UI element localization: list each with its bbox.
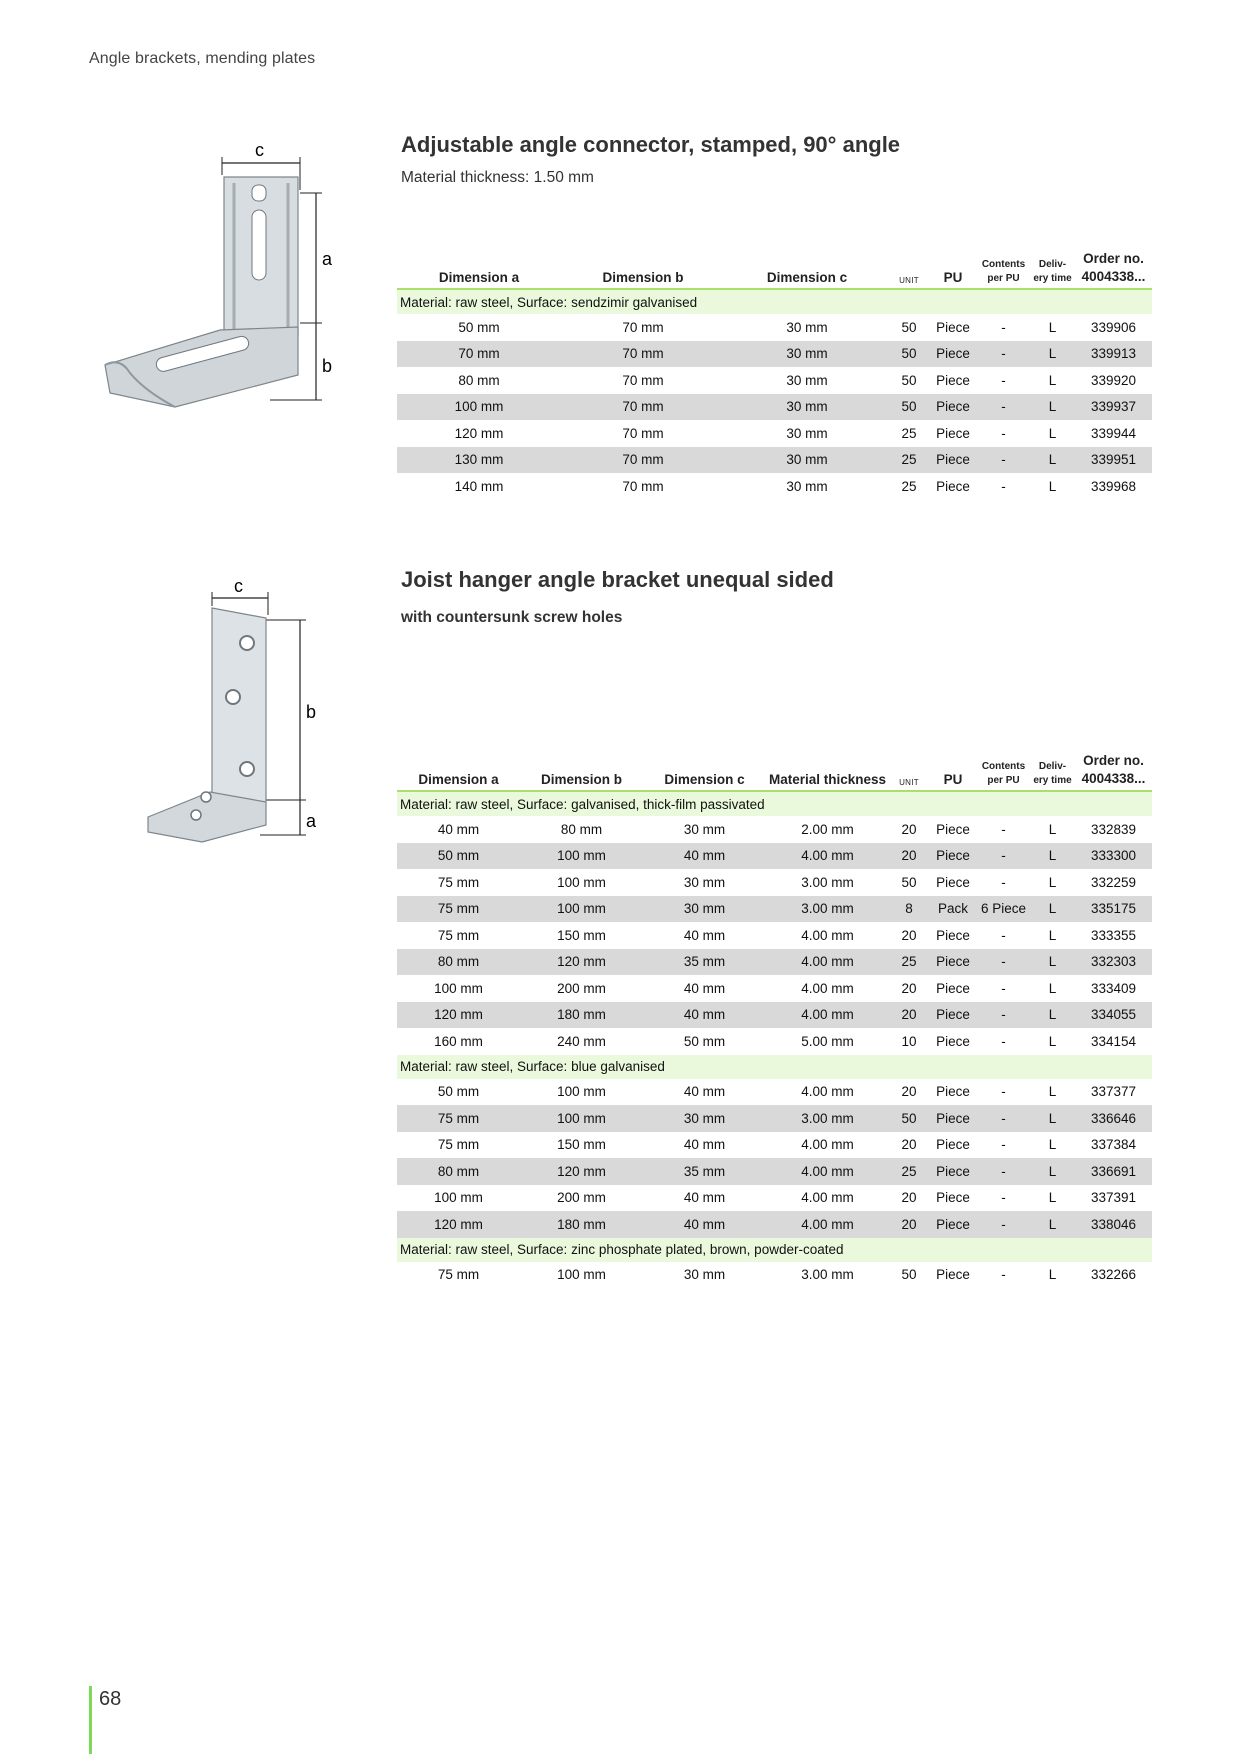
table-row (397, 341, 1152, 368)
cell-order-no: 339937 (1075, 394, 1152, 421)
cell-unit: 8 (889, 896, 929, 923)
cell-dimension-a: 80 mm (458, 372, 500, 388)
product-2-table (397, 752, 1152, 1288)
cell-unit: 10 (901, 1033, 917, 1049)
cell-delivery-time: L (1048, 1137, 1057, 1153)
product-2-table-wrap (397, 752, 1152, 1288)
cell-dimension-b: 120 mm (520, 1158, 643, 1185)
table-row (397, 922, 1152, 949)
cell-dimension-b: 200 mm (557, 980, 606, 996)
page-number-marker (89, 1686, 122, 1754)
cell-contents-per-pu: - (1001, 1267, 1006, 1283)
cell-dimension-b: 70 mm (622, 372, 664, 388)
header-order-no: Order no. 4004338... (1081, 753, 1146, 786)
cell-delivery-time: L (1048, 1033, 1057, 1049)
cell-dimension-c: 30 mm (683, 821, 726, 837)
cell-dimension-c: 30 mm (643, 1105, 766, 1132)
cell-dimension-b: 180 mm (520, 1002, 643, 1029)
cell-dimension-a: 80 mm (397, 1158, 520, 1185)
cell-contents-per-pu: - (1001, 425, 1006, 441)
cell-dimension-c: 40 mm (683, 980, 726, 996)
cell-dimension-a: 140 mm (454, 478, 504, 494)
cell-dimension-b: 100 mm (520, 1105, 643, 1132)
cell-dimension-c: 30 mm (786, 372, 828, 388)
cell-dimension-b: 70 mm (622, 478, 664, 494)
dim-c-label: c (234, 576, 243, 596)
table-row (397, 1211, 1152, 1238)
cell-unit: 25 (901, 425, 917, 441)
cell-unit: 50 (901, 1267, 917, 1283)
cell-unit: 25 (889, 949, 929, 976)
cell-dimension-a: 75 mm (397, 896, 520, 923)
cell-dimension-a: 100 mm (434, 980, 483, 996)
table-row (397, 367, 1152, 394)
product-1-table-wrap (397, 250, 1152, 500)
cell-unit: 50 (901, 372, 917, 388)
cell-dimension-b: 240 mm (557, 1033, 606, 1049)
cell-order-no: 339944 (1090, 425, 1137, 441)
cell-unit: 25 (889, 447, 929, 474)
cell-pu: Piece (929, 1105, 977, 1132)
cell-order-no: 337377 (1090, 1084, 1137, 1100)
cell-delivery-time: L (1030, 843, 1075, 870)
product-1-table (397, 250, 1152, 500)
cell-order-no: 339920 (1090, 372, 1137, 388)
table-row (397, 1185, 1152, 1212)
cell-dimension-a: 50 mm (437, 1084, 480, 1100)
cell-dimension-b: 80 mm (560, 821, 603, 837)
cell-material-thickness: 4.00 mm (801, 1137, 854, 1153)
cell-contents-per-pu: - (1001, 372, 1006, 388)
cell-dimension-c: 30 mm (786, 425, 828, 441)
cell-delivery-time: L (1030, 447, 1075, 474)
cell-material-thickness: 4.00 mm (766, 1158, 889, 1185)
cell-dimension-c: 40 mm (643, 843, 766, 870)
product-1-subtitle: Material thickness: 1.50 mm (401, 169, 594, 186)
cell-order-no: 334154 (1090, 1033, 1137, 1049)
cell-contents-per-pu: - (1001, 319, 1006, 335)
header-dimension-a: Dimension a (438, 270, 520, 286)
header-dimension-c: Dimension c (664, 772, 745, 788)
page-number: 68 (99, 1688, 122, 1710)
cell-contents-per-pu: - (1001, 874, 1006, 890)
cell-unit: 20 (901, 927, 917, 943)
cell-delivery-time: L (1048, 927, 1057, 943)
cell-order-no: 332259 (1090, 874, 1137, 890)
cell-order-no: 339951 (1075, 447, 1152, 474)
table-row (397, 1028, 1152, 1055)
cell-dimension-c: 40 mm (643, 1002, 766, 1029)
cell-delivery-time: L (1048, 1084, 1057, 1100)
cell-pu: Piece (936, 980, 970, 996)
table-row (397, 869, 1152, 896)
cell-dimension-b: 70 mm (622, 425, 664, 441)
table-row (397, 816, 1152, 843)
table-row (397, 1158, 1152, 1185)
cell-unit: 50 (889, 1105, 929, 1132)
cell-pu: Piece (929, 1002, 977, 1029)
cell-order-no: 333355 (1090, 927, 1137, 943)
cell-unit: 20 (901, 821, 917, 837)
table-row (397, 1132, 1152, 1159)
material-label: Material: raw steel, Surface: zinc phosphate plated, brown, powder-coated (397, 1238, 1152, 1262)
cell-delivery-time: L (1048, 1267, 1057, 1283)
cell-dimension-c: 30 mm (683, 1267, 726, 1283)
cell-pu: Piece (929, 341, 977, 368)
cell-delivery-time: L (1030, 1002, 1075, 1029)
cell-delivery-time: L (1048, 478, 1057, 494)
cell-delivery-time: L (1030, 1158, 1075, 1185)
material-group-row (397, 791, 1152, 816)
cell-unit: 20 (889, 1002, 929, 1029)
cell-dimension-b: 120 mm (520, 949, 643, 976)
cell-contents-per-pu: - (1001, 1033, 1006, 1049)
cell-delivery-time: L (1030, 896, 1075, 923)
cell-pu: Piece (936, 1033, 970, 1049)
cell-unit: 50 (901, 874, 917, 890)
cell-pu: Piece (929, 843, 977, 870)
cell-dimension-b: 150 mm (557, 1137, 606, 1153)
cell-material-thickness: 2.00 mm (801, 821, 854, 837)
cell-contents-per-pu: - (977, 1002, 1030, 1029)
cell-delivery-time: L (1048, 821, 1057, 837)
dim-a-label: a (306, 811, 317, 831)
cell-delivery-time: L (1030, 341, 1075, 368)
cell-pu: Piece (929, 949, 977, 976)
cell-dimension-a: 50 mm (458, 319, 500, 335)
table-row (397, 1262, 1152, 1289)
cell-contents-per-pu: - (1001, 980, 1006, 996)
cell-order-no: 336646 (1075, 1105, 1152, 1132)
cell-dimension-a: 80 mm (397, 949, 520, 976)
cell-order-no: 337384 (1090, 1137, 1137, 1153)
header-delivery: Deliv- ery time (1033, 259, 1072, 284)
cell-unit: 50 (889, 394, 929, 421)
cell-material-thickness: 3.00 mm (801, 874, 854, 890)
cell-unit: 20 (889, 1211, 929, 1238)
cell-contents-per-pu: - (977, 1158, 1030, 1185)
cell-pu: Piece (929, 394, 977, 421)
cell-dimension-b: 150 mm (557, 927, 606, 943)
cell-delivery-time: L (1030, 1105, 1075, 1132)
cell-delivery-time: L (1030, 949, 1075, 976)
cell-dimension-b: 100 mm (557, 1084, 606, 1100)
cell-dimension-c: 35 mm (643, 949, 766, 976)
product-1-figure (100, 135, 350, 415)
cell-pu: Piece (929, 447, 977, 474)
cell-contents-per-pu: - (977, 447, 1030, 474)
cell-order-no: 332303 (1075, 949, 1152, 976)
cell-pu: Piece (936, 874, 970, 890)
table-row (397, 420, 1152, 447)
header-pu: PU (943, 270, 963, 286)
cell-pu: Pack (929, 896, 977, 923)
cell-dimension-a: 70 mm (397, 341, 561, 368)
cell-dimension-a: 100 mm (397, 394, 561, 421)
header-material-thickness: Material thickness (768, 772, 887, 788)
cell-unit: 20 (901, 1190, 917, 1206)
cell-delivery-time: L (1048, 980, 1057, 996)
cell-order-no: 337391 (1090, 1190, 1137, 1206)
cell-order-no: 334055 (1075, 1002, 1152, 1029)
table-row (397, 975, 1152, 1002)
material-group-row (397, 1055, 1152, 1079)
cell-dimension-b: 100 mm (557, 874, 606, 890)
material-group-row (397, 1238, 1152, 1262)
material-label: Material: raw steel, Surface: blue galvanised (397, 1055, 1152, 1079)
material-group-row (397, 289, 1152, 314)
table-row (397, 473, 1152, 500)
cell-dimension-b: 100 mm (520, 843, 643, 870)
cell-contents-per-pu: - (1001, 1190, 1006, 1206)
cell-material-thickness: 3.00 mm (766, 1105, 889, 1132)
cell-material-thickness: 4.00 mm (766, 1002, 889, 1029)
cell-delivery-time: L (1030, 394, 1075, 421)
cell-dimension-b: 70 mm (561, 447, 725, 474)
product-1-title: Adjustable angle connector, stamped, 90° angle (401, 132, 901, 157)
cell-pu: Piece (936, 1084, 970, 1100)
cell-order-no: 339906 (1090, 319, 1137, 335)
cell-material-thickness: 4.00 mm (801, 1190, 854, 1206)
cell-unit: 50 (889, 341, 929, 368)
cell-pu: Piece (936, 927, 970, 943)
cell-dimension-a: 50 mm (397, 843, 520, 870)
cell-order-no: 338046 (1075, 1211, 1152, 1238)
cell-unit: 20 (901, 1137, 917, 1153)
header-contents: Contents per PU (981, 259, 1026, 284)
cell-dimension-c: 30 mm (683, 874, 726, 890)
table-row (397, 314, 1152, 341)
cell-material-thickness: 4.00 mm (801, 980, 854, 996)
cell-unit: 20 (901, 980, 917, 996)
cell-dimension-a: 75 mm (397, 1105, 520, 1132)
cell-dimension-a: 75 mm (437, 874, 480, 890)
header-dimension-a: Dimension a (418, 772, 499, 788)
cell-dimension-a: 40 mm (437, 821, 480, 837)
cell-pu: Piece (936, 821, 970, 837)
cell-dimension-a: 120 mm (454, 425, 504, 441)
table-row (397, 394, 1152, 421)
header-dimension-b: Dimension b (602, 270, 684, 286)
cell-material-thickness: 4.00 mm (801, 927, 854, 943)
cell-dimension-a: 130 mm (397, 447, 561, 474)
cell-contents-per-pu: - (1001, 927, 1006, 943)
dim-a-label: a (322, 249, 333, 269)
running-head: Angle brackets, mending plates (89, 50, 316, 67)
material-label: Material: raw steel, Surface: sendzimir galvanised (397, 289, 1152, 314)
cell-pu: Piece (936, 319, 970, 335)
cell-dimension-c: 40 mm (683, 1137, 726, 1153)
header-delivery: Deliv- ery time (1033, 761, 1072, 786)
cell-dimension-c: 30 mm (725, 341, 889, 368)
cell-material-thickness: 4.00 mm (766, 843, 889, 870)
cell-order-no: 336691 (1075, 1158, 1152, 1185)
cell-delivery-time: L (1048, 425, 1057, 441)
header-dimension-b: Dimension b (540, 772, 622, 788)
cell-delivery-time: L (1048, 1190, 1057, 1206)
cell-delivery-time: L (1048, 319, 1057, 335)
dim-b-label: b (306, 702, 317, 722)
cell-pu: Piece (936, 1267, 970, 1283)
cell-dimension-b: 70 mm (622, 319, 664, 335)
cell-order-no: 339913 (1075, 341, 1152, 368)
cell-pu: Piece (936, 425, 970, 441)
cell-dimension-c: 30 mm (643, 896, 766, 923)
cell-dimension-b: 180 mm (520, 1211, 643, 1238)
cell-order-no: 332266 (1090, 1267, 1137, 1283)
cell-pu: Piece (929, 1158, 977, 1185)
cell-dimension-a: 160 mm (434, 1033, 483, 1049)
cell-dimension-b: 100 mm (557, 1267, 606, 1283)
cell-contents-per-pu: - (1001, 1137, 1006, 1153)
cell-contents-per-pu: - (1001, 478, 1006, 494)
cell-dimension-b: 70 mm (561, 341, 725, 368)
cell-dimension-c: 30 mm (786, 319, 828, 335)
cell-contents-per-pu: - (1001, 821, 1006, 837)
table-row (397, 1079, 1152, 1106)
cell-material-thickness: 5.00 mm (801, 1033, 854, 1049)
cell-pu: Piece (936, 372, 970, 388)
header-contents: Contents per PU (981, 761, 1026, 786)
cell-dimension-a: 75 mm (437, 1267, 480, 1283)
cell-dimension-c: 30 mm (786, 478, 828, 494)
table-row (397, 447, 1152, 474)
cell-material-thickness: 3.00 mm (766, 896, 889, 923)
cell-contents-per-pu: - (977, 1211, 1030, 1238)
cell-dimension-b: 100 mm (520, 896, 643, 923)
cell-unit: 25 (889, 1158, 929, 1185)
cell-order-no: 332839 (1090, 821, 1137, 837)
cell-unit: 25 (901, 478, 917, 494)
cell-dimension-c: 40 mm (683, 1084, 726, 1100)
cell-contents-per-pu: 6 Piece (977, 896, 1030, 923)
cell-contents-per-pu: - (977, 843, 1030, 870)
cell-dimension-c: 40 mm (643, 1211, 766, 1238)
table-row (397, 1105, 1152, 1132)
cell-contents-per-pu: - (977, 394, 1030, 421)
cell-unit: 20 (889, 843, 929, 870)
cell-order-no: 339968 (1090, 478, 1137, 494)
cell-dimension-c: 30 mm (725, 394, 889, 421)
cell-delivery-time: L (1030, 1211, 1075, 1238)
cell-dimension-b: 70 mm (561, 394, 725, 421)
product-2-subtitle: with countersunk screw holes (401, 609, 623, 626)
cell-contents-per-pu: - (1001, 1084, 1006, 1100)
cell-order-no: 333300 (1075, 843, 1152, 870)
cell-material-thickness: 4.00 mm (766, 1211, 889, 1238)
cell-dimension-b: 200 mm (557, 1190, 606, 1206)
dim-b-label: b (322, 356, 333, 376)
cell-material-thickness: 3.00 mm (801, 1267, 854, 1283)
cell-delivery-time: L (1048, 372, 1057, 388)
dim-c-label: c (255, 140, 264, 160)
header-unit: UNIT (899, 276, 919, 286)
cell-dimension-a: 75 mm (437, 1137, 480, 1153)
cell-contents-per-pu: - (977, 341, 1030, 368)
table-row (397, 896, 1152, 923)
cell-contents-per-pu: - (977, 1105, 1030, 1132)
cell-dimension-a: 75 mm (437, 927, 480, 943)
header-dimension-c: Dimension c (766, 270, 848, 286)
table-row (397, 949, 1152, 976)
cell-pu: Piece (936, 1137, 970, 1153)
cell-pu: Piece (929, 1211, 977, 1238)
table-row (397, 843, 1152, 870)
cell-unit: 20 (901, 1084, 917, 1100)
cell-dimension-a: 120 mm (397, 1002, 520, 1029)
cell-material-thickness: 4.00 mm (766, 949, 889, 976)
header-order-no: Order no. 4004338... (1081, 251, 1146, 284)
cell-pu: Piece (936, 1190, 970, 1206)
cell-dimension-c: 40 mm (683, 927, 726, 943)
cell-pu: Piece (936, 478, 970, 494)
product-2-figure (140, 570, 340, 855)
cell-dimension-a: 120 mm (397, 1211, 520, 1238)
cell-dimension-a: 100 mm (434, 1190, 483, 1206)
cell-order-no: 333409 (1090, 980, 1137, 996)
cell-dimension-c: 40 mm (683, 1190, 726, 1206)
cell-contents-per-pu: - (977, 949, 1030, 976)
cell-delivery-time: L (1048, 874, 1057, 890)
table-row (397, 1002, 1152, 1029)
cell-dimension-c: 30 mm (725, 447, 889, 474)
product-2-title: Joist hanger angle bracket unequal sided (401, 567, 834, 592)
cell-material-thickness: 4.00 mm (801, 1084, 854, 1100)
material-label: Material: raw steel, Surface: galvanised, thick-film passivated (397, 791, 1152, 816)
cell-order-no: 335175 (1075, 896, 1152, 923)
header-pu: PU (943, 772, 963, 788)
header-unit: UNIT (899, 778, 919, 788)
cell-unit: 50 (901, 319, 917, 335)
cell-dimension-c: 35 mm (643, 1158, 766, 1185)
cell-dimension-c: 50 mm (683, 1033, 726, 1049)
